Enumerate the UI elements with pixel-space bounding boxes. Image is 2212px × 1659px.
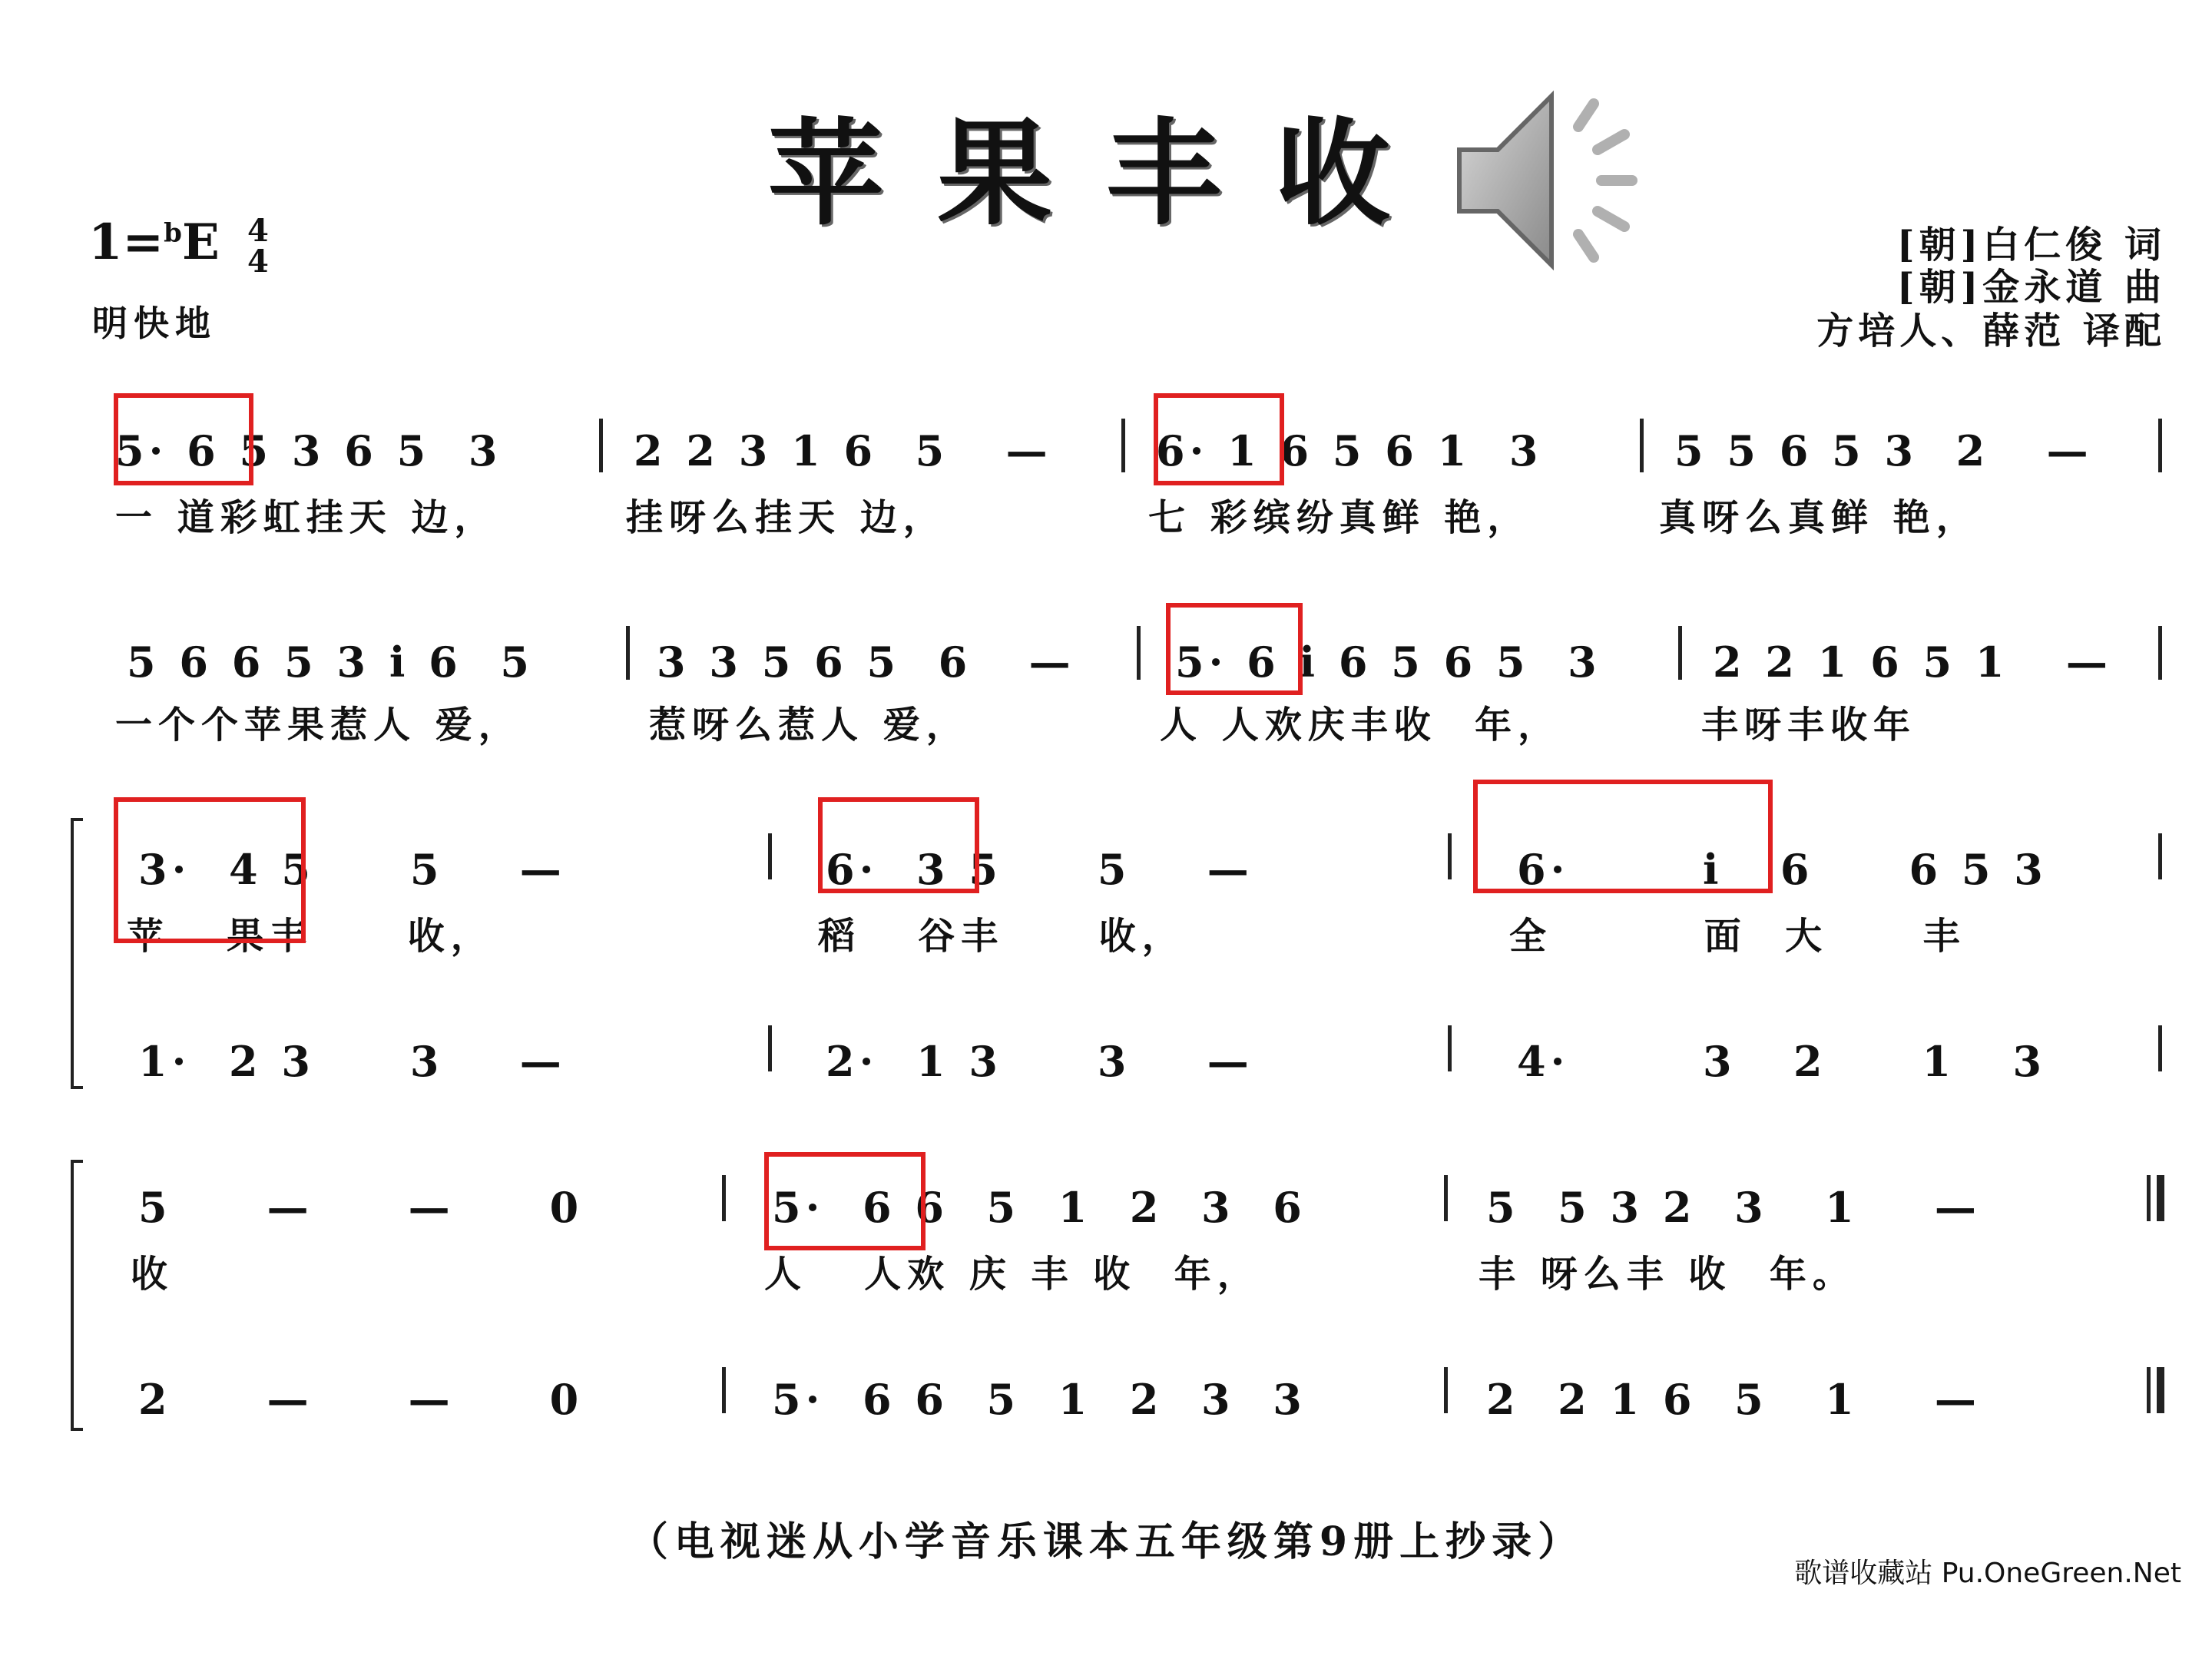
barline [722, 1175, 726, 1221]
measure-notes: 2· 1 3 3 — [826, 1037, 1253, 1086]
measure-notes: 5· 6 6 5 1 2 3 6 [772, 1183, 1306, 1232]
song-title: 苹果丰收 [767, 106, 1444, 241]
composer-credit: [朝]金永道 曲 [1896, 266, 2166, 309]
barline [1444, 1367, 1448, 1413]
final-barline [2147, 1367, 2151, 1413]
key-letter: E [181, 214, 220, 271]
measure-lyrics: 人 人欢庆丰收 年， [1160, 704, 1561, 747]
measure-lyrics: 一个个苹果惹人 爱， [115, 704, 522, 747]
time-top: 4 [247, 212, 269, 249]
barline [2158, 626, 2162, 680]
time-signature [247, 212, 269, 280]
highlight-box [818, 797, 979, 893]
measure-notes: 2 2 1 6 5 1 — [1713, 637, 2112, 687]
time-bottom: 4 [247, 243, 269, 280]
measure-notes: 3· 4 5 5 — [138, 845, 566, 894]
measure-lyrics: 七 彩缤纷真鲜 艳， [1148, 496, 1531, 539]
flat-sign: b [164, 217, 182, 249]
measure-lyrics: 惹呀么惹人 爱， [649, 704, 969, 747]
barline [768, 1025, 772, 1071]
measure-lyrics: 稻 谷丰 收， [818, 915, 1185, 958]
measure-lyrics: 真呀么真鲜 艳， [1659, 496, 1979, 539]
measure-notes: 2 2 3 1 6 5 — [634, 426, 1052, 475]
tempo-marking: 明快地 [92, 303, 217, 344]
measure-notes: 5 5 3 2 3 1 — [1486, 1183, 1981, 1232]
barline [1137, 626, 1141, 680]
measure-notes: 6· 1 6 5 6 1 3 [1156, 426, 1543, 475]
barline [2158, 419, 2162, 472]
measure-notes: 5 6 6 5 3 i 6 5 [127, 637, 534, 687]
source-note: （电视迷从小学音乐课本五年级第9册上抄录） [628, 1518, 1584, 1565]
measure-notes: 5 — — 0 [138, 1183, 584, 1232]
barline [1448, 1025, 1452, 1071]
barline [2158, 833, 2162, 879]
measure-notes: 4· 3 2 1 3 [1517, 1037, 2047, 1086]
measure-notes: 5· 6 6 5 1 2 3 3 [772, 1375, 1306, 1424]
highlight-box [1473, 780, 1773, 893]
measure-notes: 5· 6 5 3 6 5 3 [115, 426, 502, 475]
highlight-box [114, 393, 253, 485]
final-barline-thick [2157, 1367, 2164, 1413]
barline [722, 1367, 726, 1413]
measure-notes: 5 5 6 5 3 2 — [1674, 426, 2093, 475]
translator-credit: 方培人、薛范 译配 [1816, 310, 2166, 353]
barline [1444, 1175, 1448, 1221]
speaker-icon[interactable] [1444, 73, 1667, 296]
barline [1640, 419, 1644, 472]
system4-lyrics [0, 1244, 2212, 1321]
watermark: 歌谱收藏站 Pu.OneGreen.Net [1794, 1558, 2181, 1589]
final-barline [2147, 1175, 2151, 1221]
measure-notes: 6· 3 5 5 — [826, 845, 1253, 894]
highlight-box [1166, 603, 1303, 695]
key-signature [88, 212, 269, 280]
system3-lyrics [0, 906, 2212, 983]
measure-lyrics: 丰 呀么丰 收 年。 [1479, 1253, 1856, 1296]
measure-lyrics: 苹 果丰 收， [127, 915, 494, 958]
barline [599, 419, 603, 472]
measure-lyrics: 一 道彩虹挂天 边， [115, 496, 498, 539]
key-prefix: 1= [88, 214, 164, 271]
highlight-box [1154, 393, 1284, 485]
barline [2158, 1025, 2162, 1071]
system2-lyrics [0, 695, 2212, 772]
measure-lyrics: 挂呀么挂天 边， [626, 496, 946, 539]
measure-notes: 2 — — 0 [138, 1375, 584, 1424]
barline [1448, 833, 1452, 879]
highlight-box [764, 1152, 926, 1250]
measure-notes: 3 3 5 6 5 6 — [657, 637, 1075, 687]
measure-notes: 5· 6 i 6 5 6 5 3 [1175, 637, 1601, 687]
barline [1678, 626, 1682, 680]
measure-notes: 2 2 1 6 5 1 — [1486, 1375, 1981, 1424]
lyricist-credit: [朝]白仁俊 词 [1896, 224, 2166, 267]
measure-notes: 6· i 6 6 5 3 [1517, 845, 2048, 894]
barline [1121, 419, 1125, 472]
system3-lower-notes [0, 1037, 2212, 1114]
measure-lyrics: 收 [131, 1253, 174, 1296]
system4-lower-notes [0, 1375, 2212, 1452]
final-barline-thick [2157, 1175, 2164, 1221]
measure-notes: 1· 2 3 3 — [138, 1037, 566, 1086]
system1-lyrics [0, 488, 2212, 565]
measure-lyrics: 丰呀丰收年 [1701, 704, 1917, 747]
measure-lyrics: 全 面 大 丰 [1509, 915, 1966, 958]
measure-lyrics: 人 人欢 庆 丰 收 年， [764, 1253, 1260, 1296]
highlight-box [114, 797, 306, 943]
barline [768, 833, 772, 879]
barline [626, 626, 630, 680]
